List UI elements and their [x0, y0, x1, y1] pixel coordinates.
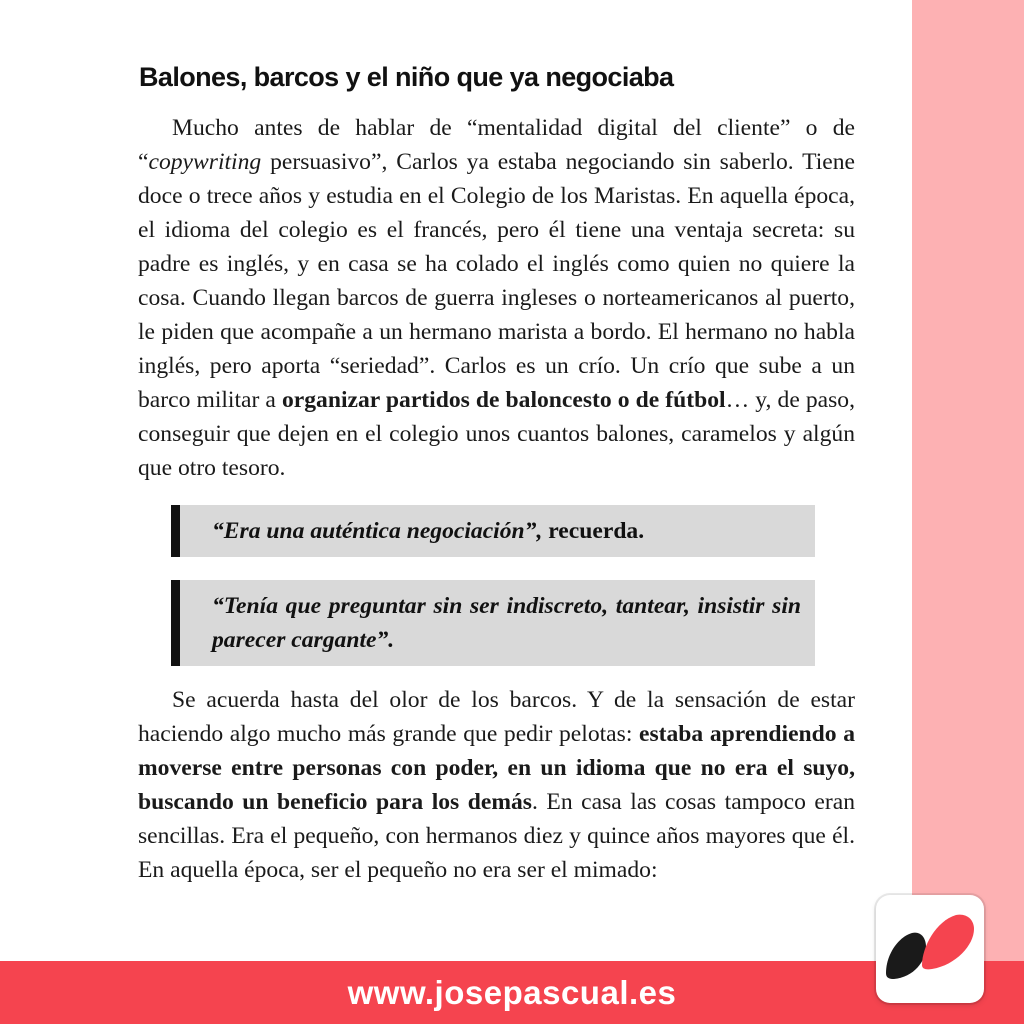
quote-italic-text: “Tenía que preguntar sin ser indiscreto, tantear, insistir sin parecer cargante”.: [212, 593, 801, 653]
paragraph-text: persuasivo”, Carlos ya estaba negociando sin saberlo. Tiene doce o trece años y estudia en el Colegio de los Maristas. En aquella época, el idioma del colegio es el francés, pero él tiene una ventaja secreta: su padre es inglés, y en casa se ha colado el inglés como quien no quiere la cosa. Cuando llegan barcos de guerra ingleses o norteamericanos al puerto, le piden que acompañe a un hermano marista a bordo. El hermano no habla inglés, pero aporta “seriedad”. Carlos es un crío. Un crío que sube a un barco militar a: [138, 149, 855, 413]
paragraph-text: … y, de paso, conseguir que dejen en el colegio unos cuantos balones, caramelos y algún que otro tesoro.: [138, 387, 855, 481]
article-title: Balones, barcos y el niño que ya negociaba: [139, 62, 674, 92]
paragraph-italic-text: copywriting: [148, 149, 262, 175]
footer-website-link[interactable]: www.josepascual.es: [347, 974, 677, 1011]
josepascual-logo-icon: [876, 895, 984, 1003]
pull-quote-2: [171, 580, 815, 666]
quote-italic-text: “Era una auténtica negociación”,: [212, 518, 543, 544]
pull-quote-1: [171, 505, 815, 557]
logo-red-shape: [922, 915, 974, 970]
paragraph-text: . En casa las cosas tampoco eran sencillas. Era el pequeño, con hermanos diez y quince años mayores que él. En aquella época, ser el pequeño no era ser el mimado:: [138, 789, 856, 883]
quote-attribution-text: recuerda.: [542, 518, 645, 544]
decorative-side-band: [912, 0, 1024, 1024]
paragraph-text: Mucho antes de hablar de “mentalidad digital del cliente” o de “: [138, 115, 855, 175]
body-paragraph-1: [138, 111, 855, 485]
paragraph-bold-text: estaba aprendiendo a moverse entre personas con poder, en un idioma que no era el suyo, buscando un beneficio para los demás: [138, 721, 855, 815]
body-paragraph-2: [138, 683, 855, 887]
paragraph-text: Se acuerda hasta del olor de los barcos. Y de la sensación de estar haciendo algo mucho más grande que pedir pelotas:: [138, 687, 855, 747]
logo-black-shape: [886, 933, 926, 979]
paragraph-bold-text: organizar partidos de baloncesto o de fútbol: [281, 387, 726, 413]
brand-logo[interactable]: [876, 895, 984, 1003]
